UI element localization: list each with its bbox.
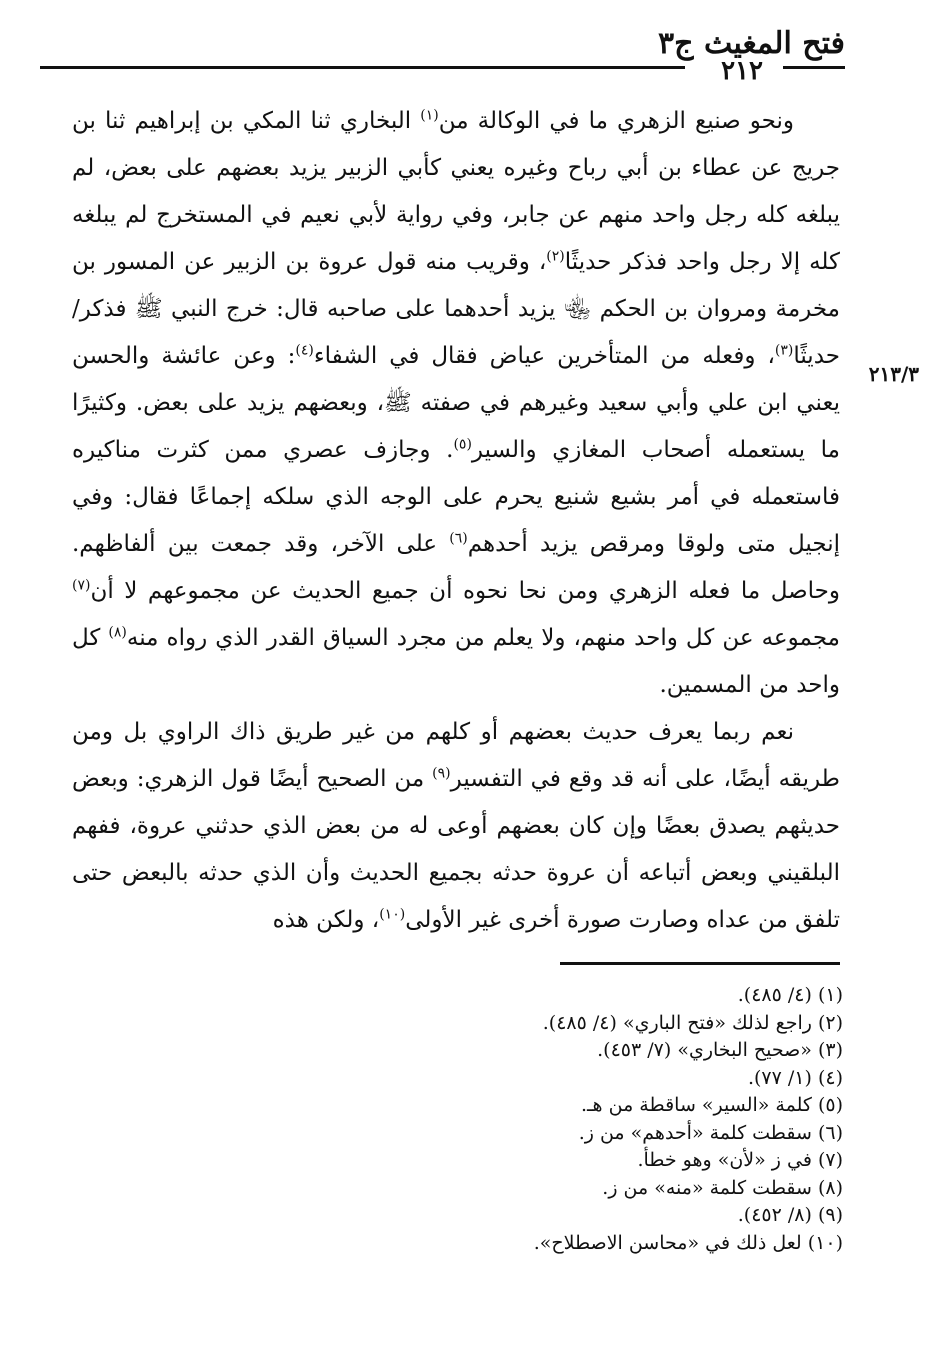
footnote-text: لعل ذلك في «محاسن الاصطلاح». xyxy=(533,1231,802,1254)
footnote-number: (٥) xyxy=(817,1094,843,1116)
footnote-number: (٢) xyxy=(817,1011,843,1034)
footnote-number: (١) xyxy=(817,984,843,1006)
paragraph-2 xyxy=(72,709,840,944)
paragraph-1 xyxy=(72,98,840,709)
footnote-number: (٩) xyxy=(817,1204,843,1226)
footnote xyxy=(143,1147,843,1175)
footnotes xyxy=(143,982,843,1257)
text-segment: على الآخر، وقد جمعت بين ألفاظهم. وحاصل ما فعله الزهري ومن نحا نحوه أن جميع الحديث عن مجموعهم لا أن xyxy=(72,531,840,604)
footnote-marker: (١) xyxy=(420,107,439,124)
footnote-text: (١/ ٧٧). xyxy=(747,1066,812,1089)
footnote-text: (٨/ ٤٥٢). xyxy=(737,1204,812,1226)
footnote-number: (١٠) xyxy=(807,1231,843,1254)
footnote-number: (٨) xyxy=(817,1176,843,1199)
footnote-number: (٦) xyxy=(817,1121,843,1144)
footnote-text: كلمة «السير» ساقطة من هـ. xyxy=(580,1094,812,1116)
footnote xyxy=(143,1092,843,1120)
footnote xyxy=(143,1230,843,1258)
header-rule-left xyxy=(40,66,685,69)
footnote xyxy=(143,1010,843,1038)
footnote-text: (٤/ ٤٨٥). xyxy=(737,984,812,1006)
margin-reference: ٢١٣/٣ xyxy=(868,362,919,386)
footnote xyxy=(143,1120,843,1148)
text-segment: . وجازف عصري ممن كثرت مناكيره فاستعمله في أمر بشيع شنيع يحرم على الوجه الذي سلكه إجماعًا فقال: وفي إنجيل متى ولوقا ومرقص يزيد أحدهم xyxy=(72,437,840,557)
footnote xyxy=(143,1202,843,1230)
footnote-number: (٧) xyxy=(817,1149,843,1171)
text-segment: كل واحد من المسمين. xyxy=(72,625,840,698)
text-segment: البخاري ثنا المكي بن إبراهيم ثنا بن جريج عن عطاء بن أبي رباح وغيره يعني كأبي الزبير يزيد بعضهم على بعض، لم يبلغه كله رجل واحد منهم عن جابر، وفي رواية لأبي نعيم في المستخرج لم يبلغه كله إلا رجل واحد فذكر حديثًا xyxy=(72,108,841,275)
footnote-text: راجع لذلك «فتح الباري» (٤/ ٤٨٥). xyxy=(542,1011,812,1034)
footnote-number: (٣) xyxy=(817,1039,843,1061)
book-title: فتح المغيث ج٣ xyxy=(658,26,845,61)
footnote-number: (٤) xyxy=(817,1066,843,1089)
footnote-marker: (٢) xyxy=(546,248,565,265)
footnote-text: في ز «لأن» وهو خطأ. xyxy=(637,1149,812,1171)
page-header xyxy=(40,22,845,86)
text-segment: ونحو صنيع الزهري ما في الوكالة من xyxy=(438,108,794,134)
footnote-separator xyxy=(560,962,840,965)
footnote-marker: (٣) xyxy=(774,342,794,359)
footnote-marker: (١٠) xyxy=(379,906,406,923)
footnote xyxy=(143,1175,843,1203)
footnote-text: سقطت كلمة «منه» من ز. xyxy=(602,1176,812,1199)
text-segment: : وعن عائشة والحسن يعني ابن علي وأبي سعيد وغيرهم في صفته ﷺ، وبعضهم يزيد على بعض. وكثيرًا ما يستعمله أصحاب المغازي والسير xyxy=(72,343,840,463)
footnote-marker: (٥) xyxy=(453,436,472,453)
text-segment: ، وفعله من المتأخرين عياض فقال في الشفاء xyxy=(313,343,775,369)
footnote-marker: (٧) xyxy=(72,577,91,594)
footnote-marker: (٩) xyxy=(432,765,451,782)
footnote xyxy=(143,1065,843,1093)
footnote-marker: (٦) xyxy=(449,530,468,547)
footnote xyxy=(143,982,843,1010)
header-rule-right xyxy=(783,66,845,69)
page-number: ٢١٢ xyxy=(721,56,763,86)
footnote-marker: (٤) xyxy=(295,342,314,359)
footnote xyxy=(143,1037,843,1065)
text-segment: نعم ربما يعرف حديث بعضهم أو كلهم من غير طريق ذاك الراوي بل ومن طريقه أيضًا، على أنه قد وقع في التفسير xyxy=(72,719,840,792)
text-segment: من الصحيح أيضًا قول الزهري: وبعض حديثهم يصدق بعضًا وإن كان بعضهم أوعى له من بعض الذي حدثني عروة، ففهم البلقيني وبعض أتباعه أن عروة حدثه بجميع الحديث وأن الذي حدثه بالبعض حتى تلفق من عداه وصارت صورة أخرى غير الأولى xyxy=(72,766,840,933)
footnote-text: سقطت كلمة «أحدهم» من ز. xyxy=(578,1121,812,1144)
main-text xyxy=(72,98,840,944)
text-segment: ، وقريب منه قول عروة بن الزبير عن المسور بن مخرمة ومروان بن الحكم ﵄ يزيد أحدهما على صاحبه قال: خرج النبي ﷺ فذكر/ حديثًا xyxy=(72,249,840,369)
footnote-marker: (٨) xyxy=(108,624,127,641)
footnote-text: «صحيح البخاري» (٧/ ٤٥٣). xyxy=(597,1039,812,1061)
text-segment: مجموعه عن كل واحد منهم، ولا يعلم من مجرد السياق القدر الذي رواه منه xyxy=(126,625,840,651)
text-segment: ، ولكن هذه xyxy=(272,907,380,933)
